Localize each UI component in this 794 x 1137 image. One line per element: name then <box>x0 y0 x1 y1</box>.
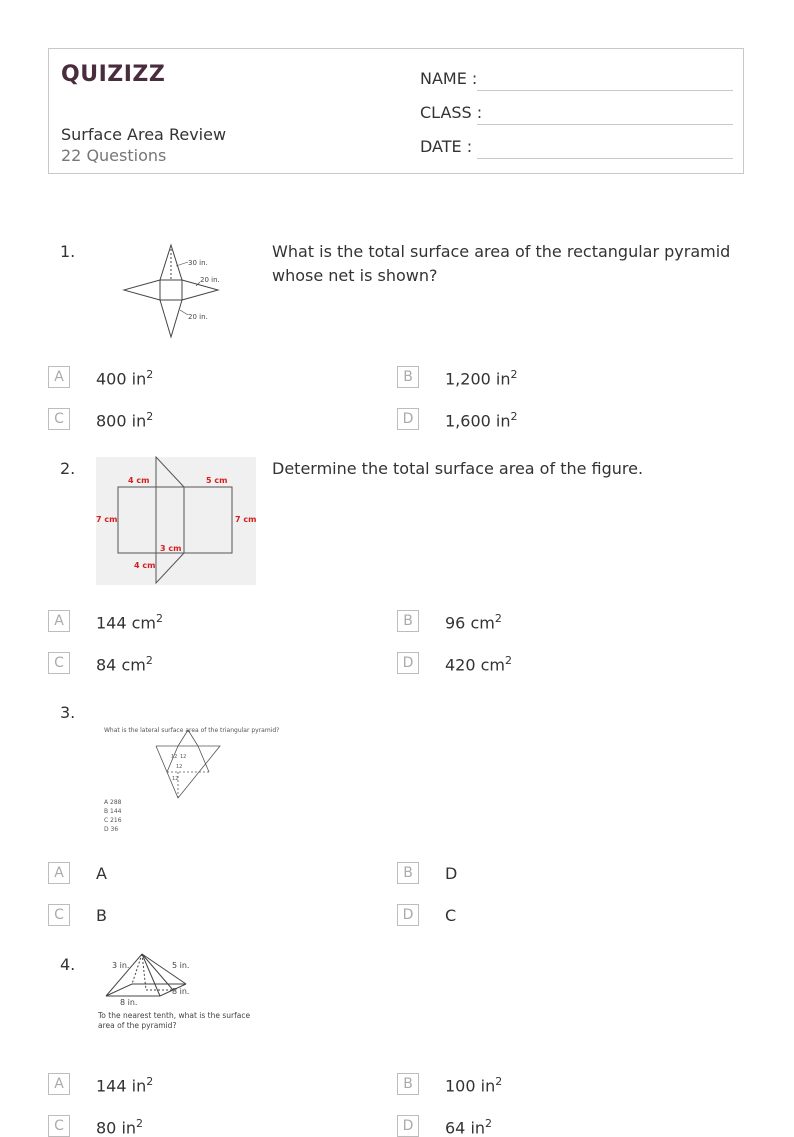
option-text[interactable]: 1,600 $in^2$ <box>445 410 518 431</box>
option-text[interactable]: 80 $in^2$ <box>96 1117 144 1137</box>
figure-label: 3 in. <box>112 961 130 970</box>
figure-label: 12 <box>180 754 187 760</box>
option-text[interactable]: 400 $in^2$ <box>96 368 154 389</box>
option-box-d[interactable]: D <box>397 408 419 430</box>
option-box-b[interactable]: B <box>397 1073 419 1095</box>
option-text[interactable]: 96 $cm^2$ <box>445 612 502 633</box>
date-label: DATE : <box>420 137 473 156</box>
figure-choice: B 144 <box>104 808 122 815</box>
figure-label: 20 in. <box>200 276 220 284</box>
option-box-d[interactable]: D <box>397 904 419 926</box>
question-number: 3. <box>60 703 76 722</box>
name-field[interactable] <box>477 90 733 91</box>
figure-label: 12 <box>171 754 178 760</box>
option-box-c[interactable]: C <box>48 1115 70 1137</box>
question-number: 1. <box>60 242 76 261</box>
triangular-pyramid-figure <box>96 720 280 842</box>
option-box-a[interactable]: A <box>48 1073 70 1095</box>
option-text[interactable]: C <box>445 906 457 925</box>
pyramid-net-figure <box>96 240 256 344</box>
option-text[interactable]: 1,200 $in^2$ <box>445 368 518 389</box>
figure-question-line: To the nearest tenth, what is the surface <box>98 1011 251 1020</box>
figure-question-line: area of the pyramid? <box>98 1021 177 1030</box>
square-pyramid-figure <box>96 950 256 1039</box>
question-number: 4. <box>60 955 76 974</box>
option-text[interactable]: B <box>96 906 107 925</box>
option-box-d[interactable]: D <box>397 1115 419 1137</box>
figure-choice: C 216 <box>104 817 122 824</box>
figure-label: 30 in. <box>188 259 208 267</box>
option-box-b[interactable]: B <box>397 366 419 388</box>
option-box-c[interactable]: C <box>48 408 70 430</box>
figure-label: 8 in. <box>172 987 190 996</box>
prism-net-figure <box>96 457 256 589</box>
class-field[interactable] <box>477 124 733 125</box>
figure-label: 7 cm <box>235 515 257 524</box>
question-text: What is the total surface area of the rectangular pyramid whose net is shown? <box>272 242 731 285</box>
figure-label: 4 cm <box>134 561 156 570</box>
option-box-a[interactable]: A <box>48 366 70 388</box>
option-text[interactable]: 420 $cm^2$ <box>445 654 513 675</box>
option-text[interactable]: 100 $in^2$ <box>445 1075 503 1096</box>
option-text[interactable]: 800 $in^2$ <box>96 410 154 431</box>
figure-choice: A 288 <box>104 799 122 806</box>
logo-text: QUIZIZZ <box>61 62 166 87</box>
question-text: Determine the total surface area of the figure. <box>272 459 644 478</box>
figure-choice: D 36 <box>104 826 119 833</box>
option-text[interactable]: A <box>96 864 107 883</box>
option-box-c[interactable]: C <box>48 904 70 926</box>
figure-label: 8 in. <box>120 998 138 1007</box>
option-text[interactable]: D <box>445 864 458 883</box>
quizizz-logo <box>61 59 166 91</box>
option-box-d[interactable]: D <box>397 652 419 674</box>
figure-label: 7 cm <box>96 515 118 524</box>
option-box-a[interactable]: A <box>48 610 70 632</box>
option-box-b[interactable]: B <box>397 862 419 884</box>
option-text[interactable]: 144 $cm^2$ <box>96 612 164 633</box>
option-box-c[interactable]: C <box>48 652 70 674</box>
option-text[interactable]: 144 $in^2$ <box>96 1075 154 1096</box>
option-box-b[interactable]: B <box>397 610 419 632</box>
figure-label: 3 cm <box>160 544 182 553</box>
question-count: 22 Questions <box>61 146 167 165</box>
figure-label: 5 in. <box>172 961 190 970</box>
date-field[interactable] <box>477 158 733 159</box>
option-text[interactable]: 84 $cm^2$ <box>96 654 153 675</box>
figure-label: 12 <box>172 776 179 782</box>
figure-question: What is the lateral surface area of the triangular pyramid? <box>104 727 280 734</box>
figure-label: 12 <box>176 764 183 770</box>
worksheet-header <box>48 48 744 174</box>
question-number: 2. <box>60 459 76 478</box>
figure-label: 4 cm <box>128 476 150 485</box>
option-text[interactable]: 64 $in^2$ <box>445 1117 493 1137</box>
figure-label: 20 in. <box>188 313 208 321</box>
worksheet-title: Surface Area Review <box>61 125 227 144</box>
option-box-a[interactable]: A <box>48 862 70 884</box>
class-label: CLASS : <box>420 103 483 122</box>
figure-label: 5 cm <box>206 476 228 485</box>
name-label: NAME : <box>420 69 478 88</box>
